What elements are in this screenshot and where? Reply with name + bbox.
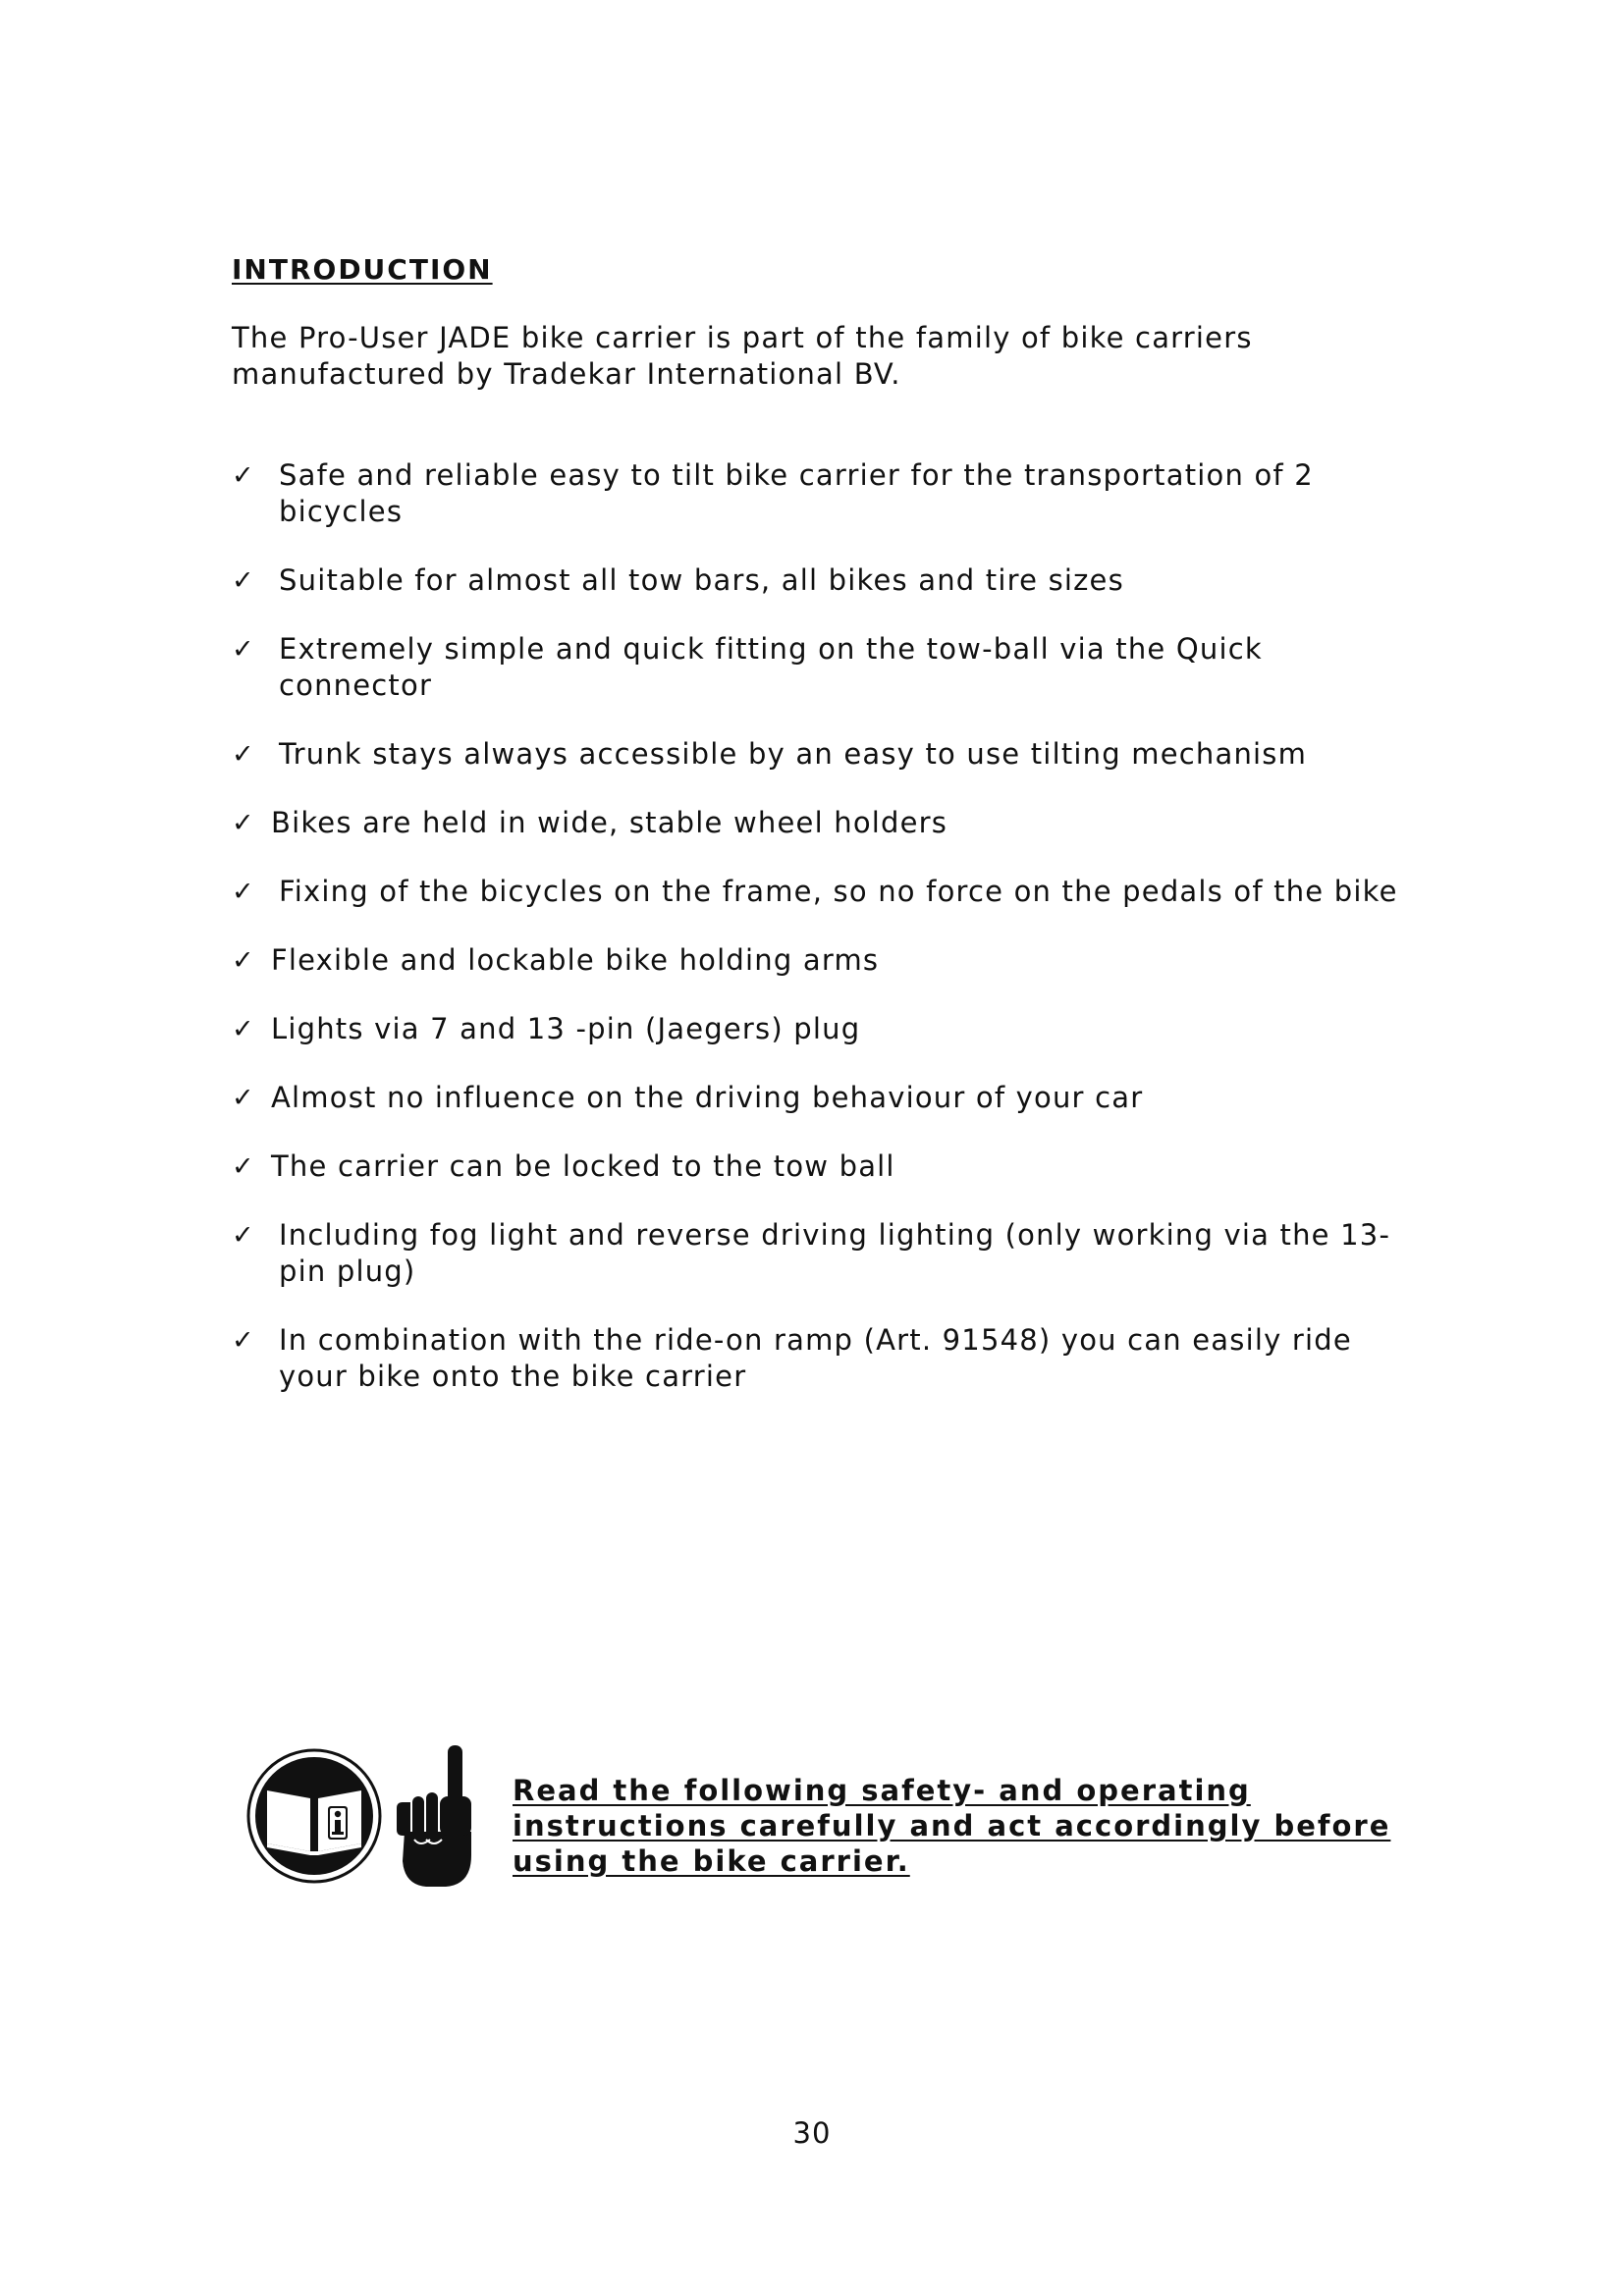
checkmark-icon: ✓ [232, 945, 255, 976]
feature-item [232, 736, 1410, 773]
feature-text: The carrier can be locked to the tow ball [271, 1149, 895, 1183]
feature-text: Including fog light and reverse driving lighting (only working via the 13-pin plug) [279, 1218, 1391, 1288]
feature-text: Trunk stays always accessible by an easy to use tilting mechanism [279, 737, 1308, 771]
feature-text: Safe and reliable easy to tilt bike carrier for the transportation of 2 bicycles [279, 458, 1314, 528]
page-number: 30 [792, 2116, 832, 2150]
checkmark-icon: ✓ [232, 877, 255, 907]
checkmark-icon: ✓ [232, 634, 255, 665]
feature-item [232, 562, 1410, 599]
warning-text: Read the following safety- and operating instructions carefully and act accordingly before using the bike carrier. [513, 1774, 1391, 1878]
checkmark-icon: ✓ [232, 808, 255, 838]
feature-item [232, 457, 1410, 530]
feature-item [232, 942, 1410, 979]
feature-text: In combination with the ride-on ramp (Art. 91548) you can easily ride your bike onto the bike carrier [279, 1323, 1352, 1393]
info-manual-icon [245, 1747, 383, 1885]
feature-text: Fixing of the bicycles on the frame, so no force on the pedals of the bike [279, 875, 1398, 908]
feature-item [232, 1322, 1410, 1395]
section-title: INTRODUCTION [232, 253, 493, 286]
feature-text: Suitable for almost all tow bars, all bikes and tire sizes [279, 563, 1124, 597]
checkmark-icon: ✓ [232, 1014, 255, 1044]
pointing-finger-icon [391, 1737, 479, 1895]
safety-warning [245, 1747, 1424, 1895]
feature-item [232, 874, 1410, 910]
feature-text: Extremely simple and quick fitting on the tow-ball via the Quick connector [279, 632, 1263, 702]
checkmark-icon: ✓ [232, 1220, 255, 1251]
feature-item [232, 805, 1410, 841]
feature-item [232, 1217, 1410, 1290]
checkmark-icon: ✓ [232, 1325, 255, 1356]
checkmark-icon: ✓ [232, 565, 255, 596]
feature-list [232, 457, 1410, 1395]
feature-item [232, 1080, 1410, 1116]
feature-text: Bikes are held in wide, stable wheel holders [271, 806, 948, 839]
checkmark-icon: ✓ [232, 1151, 255, 1182]
checkmark-icon: ✓ [232, 460, 255, 491]
feature-text: Almost no influence on the driving behaviour of your car [271, 1081, 1144, 1114]
checkmark-icon: ✓ [232, 739, 255, 770]
intro-paragraph: The Pro-User JADE bike carrier is part of the family of bike carriers manufactured by Tradekar International BV. [232, 321, 1253, 391]
feature-text: Lights via 7 and 13 -pin (Jaegers) plug [271, 1012, 861, 1045]
checkmark-icon: ✓ [232, 1083, 255, 1113]
feature-text: Flexible and lockable bike holding arms [271, 943, 880, 977]
feature-item [232, 1148, 1410, 1185]
feature-item [232, 631, 1410, 704]
feature-item [232, 1011, 1410, 1047]
